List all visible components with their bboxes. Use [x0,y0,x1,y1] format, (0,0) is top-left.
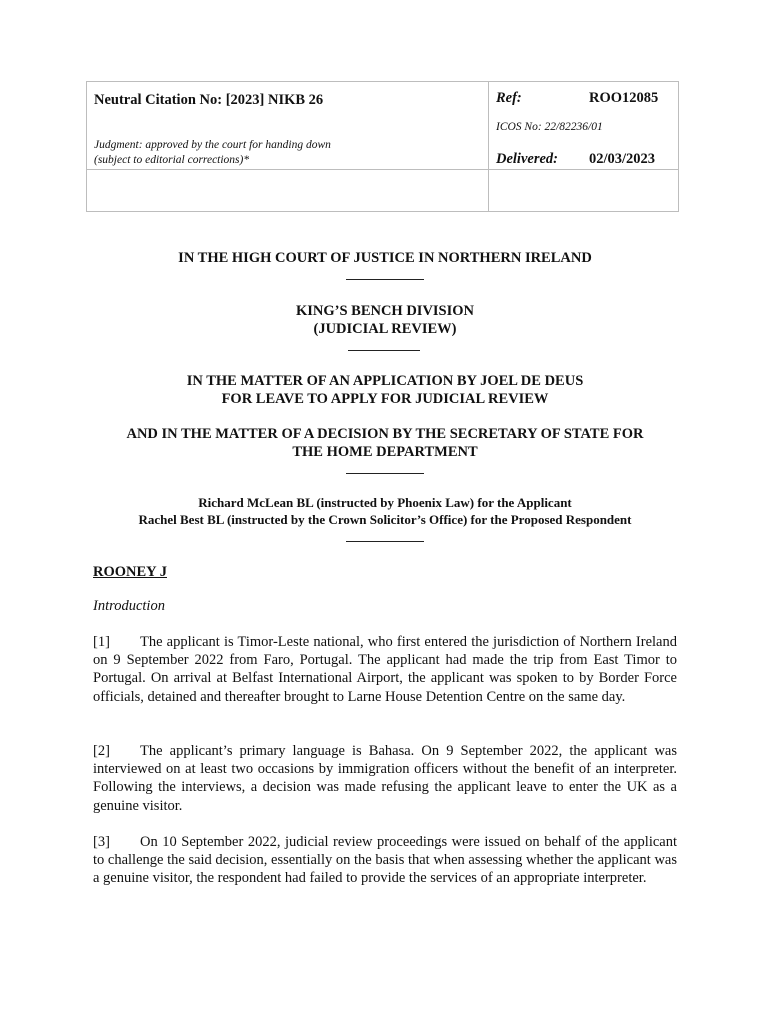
court-division: KING’S BENCH DIVISION [295,303,475,319]
court-subdivision: (JUDICIAL REVIEW) [313,321,457,337]
judgment-note-line2: (subject to editorial corrections)* [94,154,250,166]
citation-table [86,81,679,212]
delivered-label: Delivered: [496,151,558,167]
divider-rule [346,541,424,542]
matter-line: IN THE MATTER OF AN APPLICATION BY JOEL DE DEUS [186,373,584,389]
divider-rule [348,350,420,351]
paragraph-number: [1] [93,634,110,650]
judgment-note [94,138,331,168]
counsel-respondent: Rachel Best BL (instructed by the Crown Solicitor’s Office) for the Proposed Respondent [138,512,632,527]
table-divider-vertical [488,82,489,211]
paragraph-text: The applicant is Timor-Leste national, who first entered the jurisdiction of Northern Ireland on 9 September 2022 from Faro, Portugal. The applicant had made the trip from East Timor to Portugal. On arrival at Belfast International Airport, the applicant was spoken to by Border Force officials, detained and thereafter brought to Larne House Detention Centre on the same day. [93,634,677,705]
icos-number: ICOS No: 22/82236/01 [496,121,603,133]
matter-line: FOR LEAVE TO APPLY FOR JUDICIAL REVIEW [221,391,549,407]
paragraph-text: The applicant’s primary language is Bahasa. On 9 September 2022, the applicant was interviewed on at least two occasions by immigration officers without the benefit of an interpreter. Following the interviews, a decision was made refusing the applicant leave to enter the UK as a genuine visitor. [93,743,677,814]
judgment-note-line1: Judgment: approved by the court for handing down [94,139,331,151]
table-divider-horizontal [87,169,678,170]
counsel-applicant: Richard McLean BL (instructed by Phoenix Law) for the Applicant [198,495,572,510]
delivered-date: 02/03/2023 [589,151,656,167]
judge-name: ROONEY J [93,564,167,580]
section-heading: Introduction [93,598,165,614]
paragraph-number: [3] [93,834,110,850]
neutral-citation: Neutral Citation No: [2023] NIKB 26 [94,92,324,108]
court-title: IN THE HIGH COURT OF JUSTICE IN NORTHERN IRELAND [178,250,592,266]
paragraph [93,742,677,815]
paragraph [93,833,677,888]
paragraph-number: [2] [93,743,110,759]
ref-value: ROO12085 [589,90,659,106]
paragraph [93,633,677,706]
paragraph-text: On 10 September 2022, judicial review proceedings were issued on behalf of the applicant to challenge the said decision, essentially on the basis that when assessing whether the applicant was a genuine visitor, the respondent had failed to provide the services of an appropriate interpreter. [93,834,677,887]
divider-rule [346,279,424,280]
ref-label: Ref: [496,90,522,106]
matter-line: THE HOME DEPARTMENT [292,444,478,460]
matter-line: AND IN THE MATTER OF A DECISION BY THE SECRETARY OF STATE FOR [126,426,644,442]
divider-rule [346,473,424,474]
